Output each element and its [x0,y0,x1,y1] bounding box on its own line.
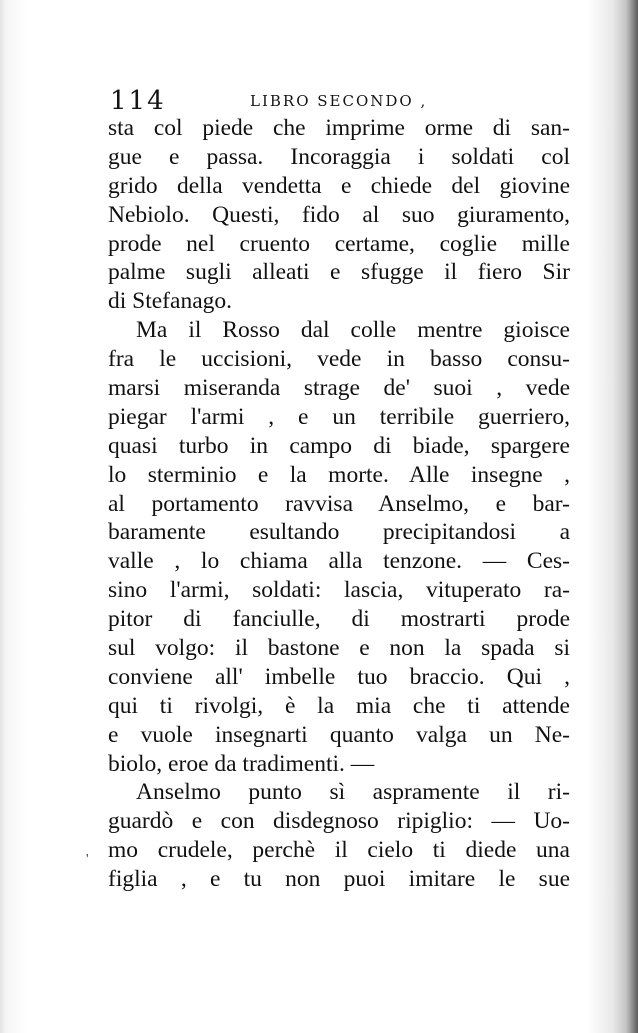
text-line: piegar l'armi , e un terribile guerriero, [108,403,570,430]
text-line: lo sterminio e la morte. Alle insegne , [108,461,570,488]
paragraph-start-line: Anselmo punto sì aspramente il ri- [136,779,570,806]
text-line: baramente esultando precipitandosi a [108,519,570,546]
text-line: sul volgo: il bastone e non la spada si [108,635,570,662]
paragraph-start-line: Ma il Rosso dal colle mentre gioisce [136,317,570,344]
text-line: guardò e con disdegnoso ripiglio: — Uo- [108,808,570,835]
running-head: LIBRO SECONDO , [250,92,428,110]
text-line: e vuole insegnarti quanto valga un Ne- [108,721,570,748]
text-line: mo crudele, perchè il cielo ti diede una [108,837,570,864]
text-line: quasi turbo in campo di biade, spargere [108,432,570,459]
body-text [108,114,570,894]
text-line: di Stefanago. [108,288,232,315]
page-gutter-shadow [626,0,638,1033]
text-line: pitor di fanciulle, di mostrarti prode [108,606,570,633]
text-line: Nebiolo. Questi, fido al suo giuramento, [108,201,570,228]
text-line: gue e passa. Incoraggia i soldati col [108,143,570,170]
text-line: al portamento ravvisa Anselmo, e bar- [108,490,570,517]
text-line: figlia , e tu non puoi imitare le sue [108,866,570,893]
text-line: sta col piede che imprime orme di san- [108,115,570,141]
text-line: marsi miseranda strage de' suoi , vede [108,375,570,402]
text-line: biolo, eroe da tradimenti. — [108,750,375,777]
text-line: valle , lo chiama alla tenzone. — Ces- [108,548,570,575]
margin-mark: ' [86,852,89,867]
page-left-shadow [0,0,6,1033]
text-line: palme sugli alleati e sfugge il fiero Sir [108,259,570,286]
text-line: grido della vendetta e chiede del giovine [108,172,570,199]
page-header [110,86,570,114]
text-line: sino l'armi, soldati: lascia, vituperato ra- [108,577,570,604]
text-line: fra le uccisioni, vede in basso consu- [108,346,570,373]
text-line: qui ti rivolgi, è la mia che ti attende [108,692,570,719]
text-line: conviene all' imbelle tuo braccio. Qui , [108,663,570,690]
page-number: 114 [110,86,166,116]
text-line: prode nel cruento certame, coglie mille [108,230,570,257]
